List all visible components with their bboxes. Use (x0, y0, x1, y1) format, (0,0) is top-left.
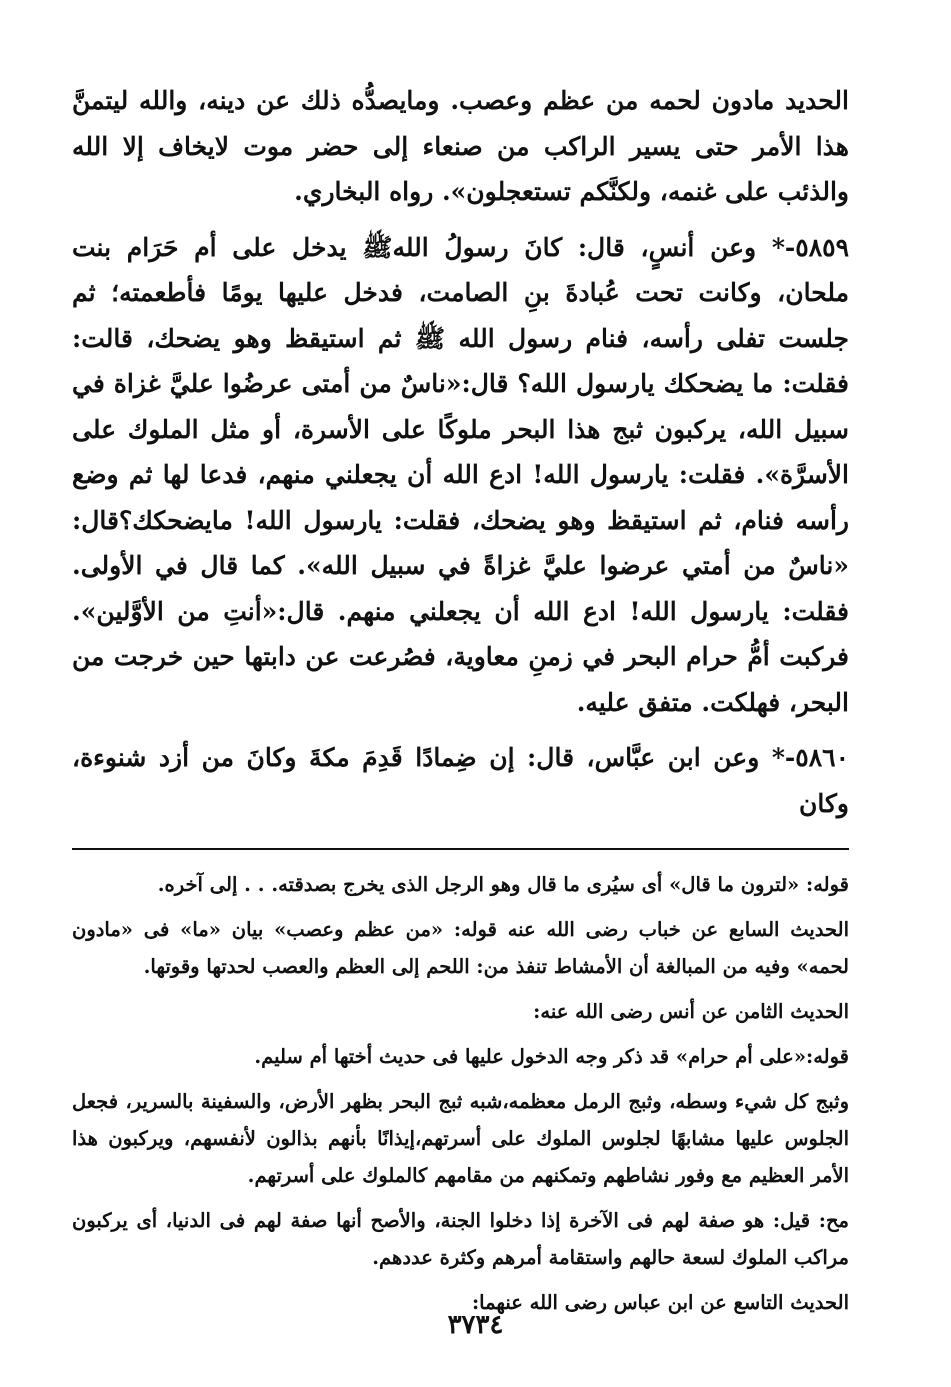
footnote-paragraph: وثبج كل شيء وسطه، وثبج الرمل معظمه،شبه ثبج البحر بظهر الأرض، والسفينة بالسرير، فجعل الجلوس عليها مشابهًا لجلوس الملوك على أسرتهم،إيذانًا بأنهم بذالون لأنفسهم، ويركبون هذا الأمر العظيم مع وفور نشاطهم وتمكنهم من مقامهم كالملوك على أسرتهم. (72, 1090, 849, 1187)
footnote-paragraph: قوله: «لترون ما قال» أى سيُرى ما قال وهو الرجل الذى يخرج بصدقته. . . إلى آخره. (157, 873, 849, 896)
footnote-paragraph: الحديث السابع عن خباب رضى الله عنه قوله: «من عظم وعصب» بيان «ما» فى «مادون لحمه» وفيه من المبالغة أن الأمشاط تنفذ من: اللحم إلى العظم والعصب لحدتها وقوتها. (72, 918, 849, 978)
footnote-paragraph: قوله:«على أم حرام» قد ذكر وجه الدخول عليها فى حديث أختها أم سليم. (254, 1045, 849, 1068)
hadith-5860-paragraph: ٥٨٦٠-* وعن ابن عبَّاس، قال: إن ضِمادًا قَدِمَ مكةَ وكانَ من أزد شنوءة، وكان (72, 743, 849, 818)
main-paragraph: الحديد مادون لحمه من عظم وعصب. ومايصدُّه ذلك عن دينه، والله ليتمنَّ هذا الأمر حتى يسير الراكب من صنعاء إلى حضر موت لايخاف إلا الله والذئب على غنمه، ولكنَّكم تستعجلون». رواه البخاري. (72, 86, 849, 206)
footnote-paragraph: الحديث التاسع عن ابن عباس رضى الله عنهما: (471, 1291, 849, 1314)
footnote-paragraph: مح: قيل: هو صفة لهم فى الآخرة إذا دخلوا الجنة، والأصح أنها صفة لهم فى الدنيا، أى يركبون مراكب الملوك لسعة حالهم واستقامة أمرهم وكثرة عددهم. (72, 1209, 849, 1269)
footnote-divider (72, 848, 849, 850)
main-text (72, 78, 849, 826)
hadith-5859-paragraph: ٥٨٥٩-* وعن أنسٍ، قال: كانَ رسولُ اللهﷺ يدخل على أم حَرَام بنت ملحان، وكانت تحت عُبادةَ بنِ الصامت، فدخل عليها يومًا فأطعمته؛ ثم جلست تفلى رأسه، فنام رسول الله ﷺ ثم استيقظ وهو يضحك، قالت: فقلت: ما يضحكك يارسول الله؟ قال:«ناسٌ من أمتى عرضُوا عليَّ غزاة في سبيل الله، يركبون ثبج هذا البحر ملوكًا على الأسرة، أو مثل الملوك على الأسرَّة». فقلت: يارسول الله! ادع الله أن يجعلني منهم، فدعا لها ثم وضع رأسه فنام، ثم استيقظ وهو يضحك، فقلت: يارسول الله! مايضحكك؟قال: «ناسٌ من أمتي عرضوا عليَّ غزاةً في سبيل الله». كما قال في الأولى. فقلت: يارسول الله! ادع الله أن يجعلني منهم. قال:«أنتِ من الأوَّلين». فركبت أمُّ حرام البحر في زمنِ معاوية، فصُرعت عن دابتها حين خرجت من البحر، فهلكت. متفق عليه. (72, 232, 849, 717)
footnote-paragraph: الحديث الثامن عن أنس رضى الله عنه: (533, 1000, 849, 1023)
footnotes (72, 866, 849, 1321)
page-number: ٣٧٣٤ (447, 1310, 504, 1340)
